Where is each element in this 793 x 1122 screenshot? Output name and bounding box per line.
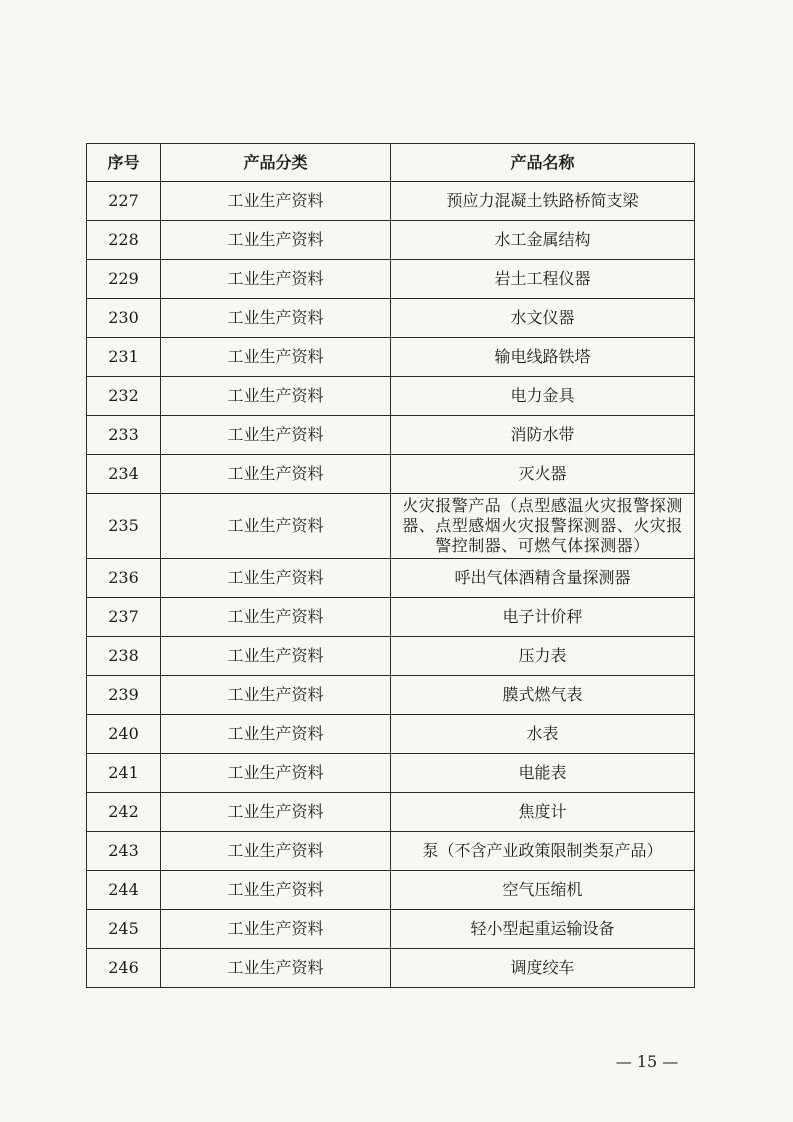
serial-number: 246 [87,949,161,988]
table-row [87,715,695,754]
serial-number: 239 [87,676,161,715]
product-category: 工业生产资料 [161,299,391,338]
serial-number: 228 [87,221,161,260]
product-name: 岩土工程仪器 [391,260,695,299]
product-name: 呼出气体酒精含量探测器 [391,559,695,598]
table-row [87,416,695,455]
product-name: 焦度计 [391,793,695,832]
serial-number: 230 [87,299,161,338]
serial-number: 236 [87,559,161,598]
table-row [87,598,695,637]
header-product-category: 产品分类 [161,144,391,182]
product-name: 预应力混凝土铁路桥简支梁 [391,182,695,221]
product-category: 工业生产资料 [161,221,391,260]
product-name: 水文仪器 [391,299,695,338]
table-row [87,754,695,793]
header-product-name: 产品名称 [391,144,695,182]
product-category: 工业生产资料 [161,871,391,910]
table-row [87,832,695,871]
serial-number: 242 [87,793,161,832]
serial-number: 244 [87,871,161,910]
serial-number: 229 [87,260,161,299]
product-name: 电力金具 [391,377,695,416]
page-number: — 15 — [615,1052,679,1071]
product-name: 水工金属结构 [391,221,695,260]
product-name: 消防水带 [391,416,695,455]
serial-number: 232 [87,377,161,416]
product-category: 工业生产资料 [161,676,391,715]
table-row [87,494,695,559]
table-row [87,182,695,221]
product-name: 轻小型起重运输设备 [391,910,695,949]
product-category: 工业生产资料 [161,455,391,494]
product-name: 灭火器 [391,455,695,494]
product-category: 工业生产资料 [161,949,391,988]
serial-number: 240 [87,715,161,754]
table-row [87,338,695,377]
product-name: 火灾报警产品（点型感温火灾报警探测器、点型感烟火灾报警探测器、火灾报警控制器、可燃气体探测器） [391,494,695,559]
product-table [86,143,695,988]
product-category: 工业生产资料 [161,416,391,455]
table-row [87,377,695,416]
serial-number: 243 [87,832,161,871]
table-row [87,871,695,910]
serial-number: 245 [87,910,161,949]
product-category: 工业生产资料 [161,832,391,871]
product-category: 工业生产资料 [161,637,391,676]
product-name: 膜式燃气表 [391,676,695,715]
table-row [87,559,695,598]
product-category: 工业生产资料 [161,182,391,221]
product-category: 工业生产资料 [161,494,391,559]
serial-number: 235 [87,494,161,559]
product-name: 压力表 [391,637,695,676]
product-name: 水表 [391,715,695,754]
table-row [87,949,695,988]
header-serial-number: 序号 [87,144,161,182]
product-category: 工业生产资料 [161,559,391,598]
table-row [87,793,695,832]
serial-number: 241 [87,754,161,793]
product-category: 工业生产资料 [161,338,391,377]
serial-number: 227 [87,182,161,221]
product-category: 工业生产资料 [161,910,391,949]
product-name: 调度绞车 [391,949,695,988]
product-name: 空气压缩机 [391,871,695,910]
table-row [87,637,695,676]
serial-number: 231 [87,338,161,377]
product-category: 工业生产资料 [161,793,391,832]
table-row [87,260,695,299]
serial-number: 238 [87,637,161,676]
table-row [87,455,695,494]
product-category: 工业生产资料 [161,260,391,299]
serial-number: 237 [87,598,161,637]
product-category: 工业生产资料 [161,377,391,416]
product-name: 泵（不含产业政策限制类泵产品） [391,832,695,871]
product-name: 输电线路铁塔 [391,338,695,377]
table-row [87,221,695,260]
product-category: 工业生产资料 [161,598,391,637]
table-row [87,910,695,949]
product-name: 电能表 [391,754,695,793]
serial-number: 233 [87,416,161,455]
table-row [87,299,695,338]
product-category: 工业生产资料 [161,715,391,754]
serial-number: 234 [87,455,161,494]
product-category: 工业生产资料 [161,754,391,793]
product-name: 电子计价秤 [391,598,695,637]
table-row [87,676,695,715]
table-header-row [87,144,695,182]
